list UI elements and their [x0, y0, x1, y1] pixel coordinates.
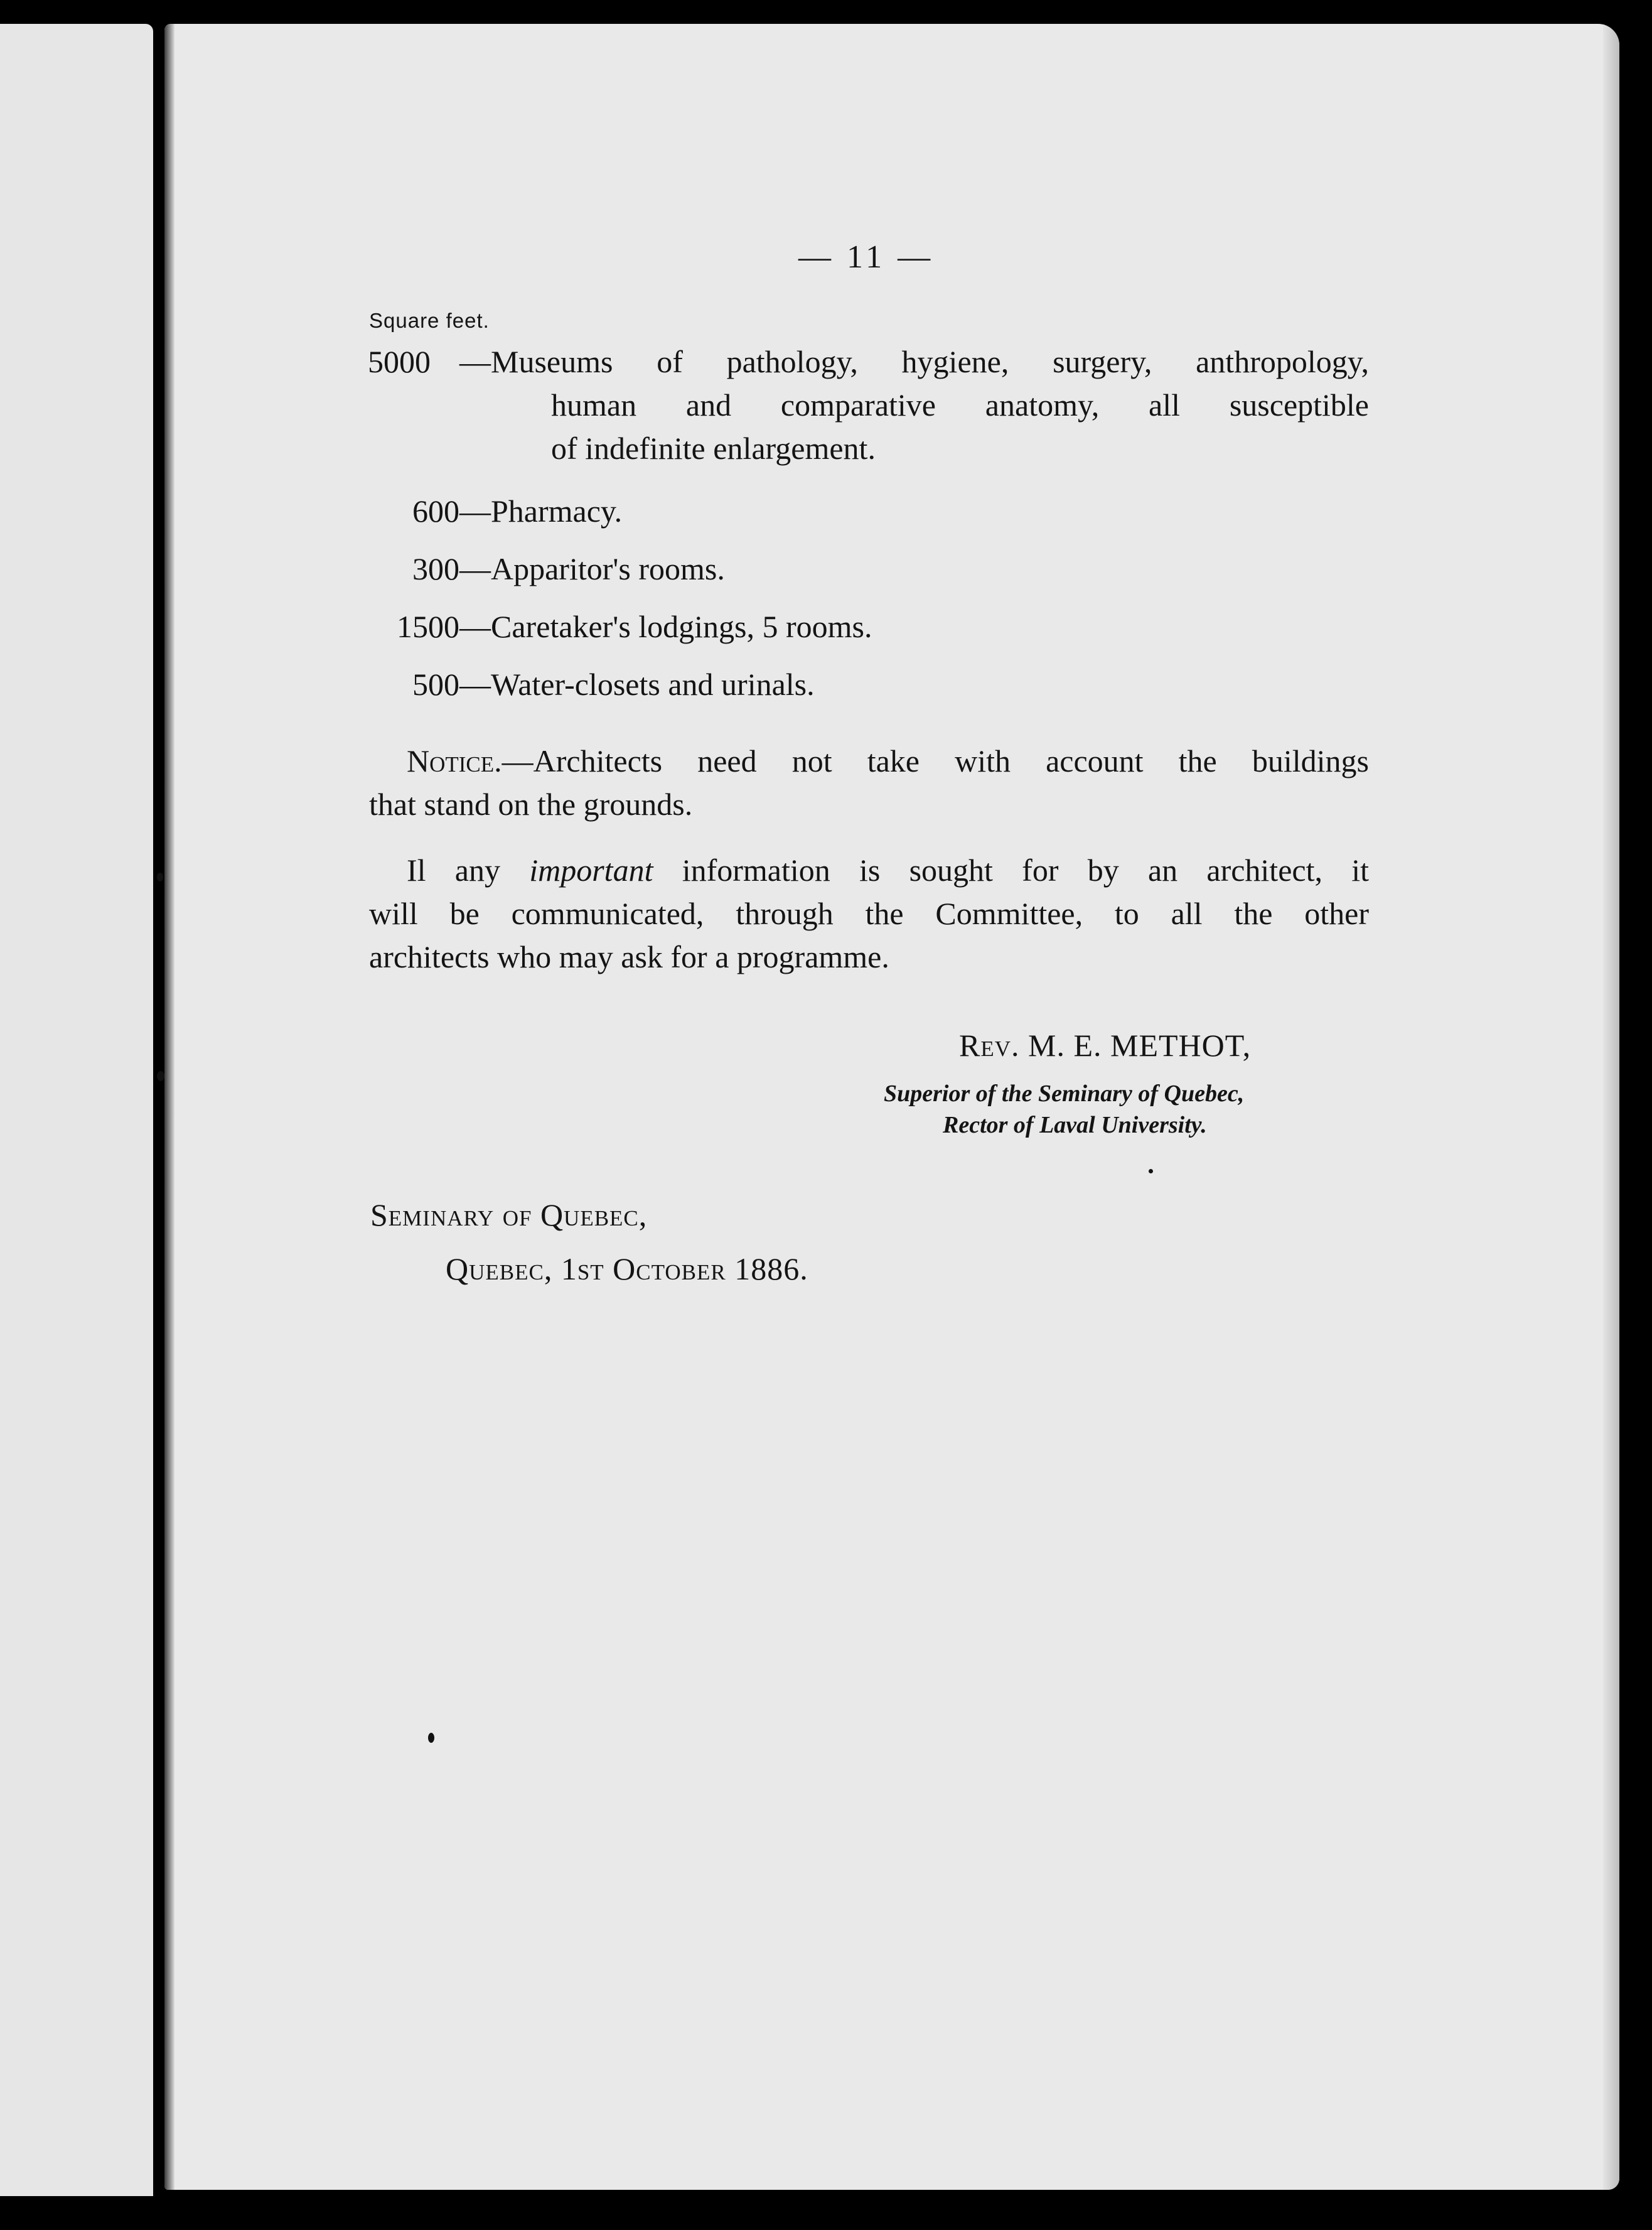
info-emphasis: important — [529, 853, 653, 888]
scan-speck — [157, 873, 163, 881]
item-dash: — — [459, 667, 491, 702]
item-description: Pharmacy. — [491, 493, 623, 529]
item-dash: — — [459, 609, 491, 644]
item-dash: — — [459, 493, 491, 529]
item-amount: 5000 — [368, 344, 431, 379]
item-dash: — — [459, 344, 491, 379]
list-item — [368, 605, 1369, 649]
item-continuation: human and comparative anatomy, all susceptible — [551, 387, 1369, 423]
list-item — [368, 340, 1369, 470]
unit-label: Square feet. — [369, 309, 490, 332]
item-dash: — — [459, 551, 491, 586]
signatory-title: Rector of Laval University. — [943, 1112, 1207, 1138]
page-number: — 11 — — [798, 239, 935, 275]
notice-label: Notice. — [407, 743, 502, 778]
notice-line — [369, 740, 1369, 783]
signatory-name: Rev. M. E. METHOT, — [959, 1028, 1252, 1063]
item-description: Apparitor's rooms. — [491, 551, 725, 586]
scan-speck — [428, 1733, 434, 1743]
list-item — [368, 547, 1369, 591]
place-date-line: Quebec, 1st October 1886. — [446, 1251, 808, 1286]
item-description: Museums of pathology, hygiene, surgery, anthropology, — [491, 344, 1369, 379]
info-paragraph — [369, 849, 1369, 979]
item-description: Caretaker's lodgings, 5 rooms. — [491, 609, 872, 644]
item-amount: 300 — [412, 551, 459, 586]
item-continuation: of indefinite enlargement. — [551, 431, 876, 466]
info-text: Il any — [407, 853, 530, 888]
info-text: information is sought for by an architect, it — [653, 853, 1369, 888]
page-spine — [164, 24, 174, 2190]
item-first-line — [368, 340, 1369, 384]
item-amount: 1500 — [397, 609, 459, 644]
notice-paragraph — [369, 740, 1369, 826]
item-description: Water-closets and urinals. — [491, 667, 815, 702]
notice-text: —Architects need not take with account the buildings — [501, 743, 1369, 778]
facing-page-edge — [0, 24, 153, 2196]
item-amount: 500 — [412, 667, 459, 702]
info-line — [369, 849, 1369, 892]
list-item — [368, 663, 1369, 706]
scan-speck — [157, 1071, 164, 1081]
signatory-title: Superior of the Seminary of Quebec, — [884, 1080, 1245, 1107]
place-line: Seminary of Quebec, — [370, 1197, 648, 1232]
notice-line: that stand on the grounds. — [369, 787, 693, 822]
page-right-edge — [1603, 24, 1619, 2190]
item-amount: 600 — [412, 493, 459, 529]
info-line: architects who may ask for a programme. — [369, 939, 889, 974]
scan-speck — [1149, 1169, 1153, 1173]
list-item — [368, 490, 1369, 533]
info-line: will be communicated, through the Committee, to all the other — [369, 896, 1369, 931]
